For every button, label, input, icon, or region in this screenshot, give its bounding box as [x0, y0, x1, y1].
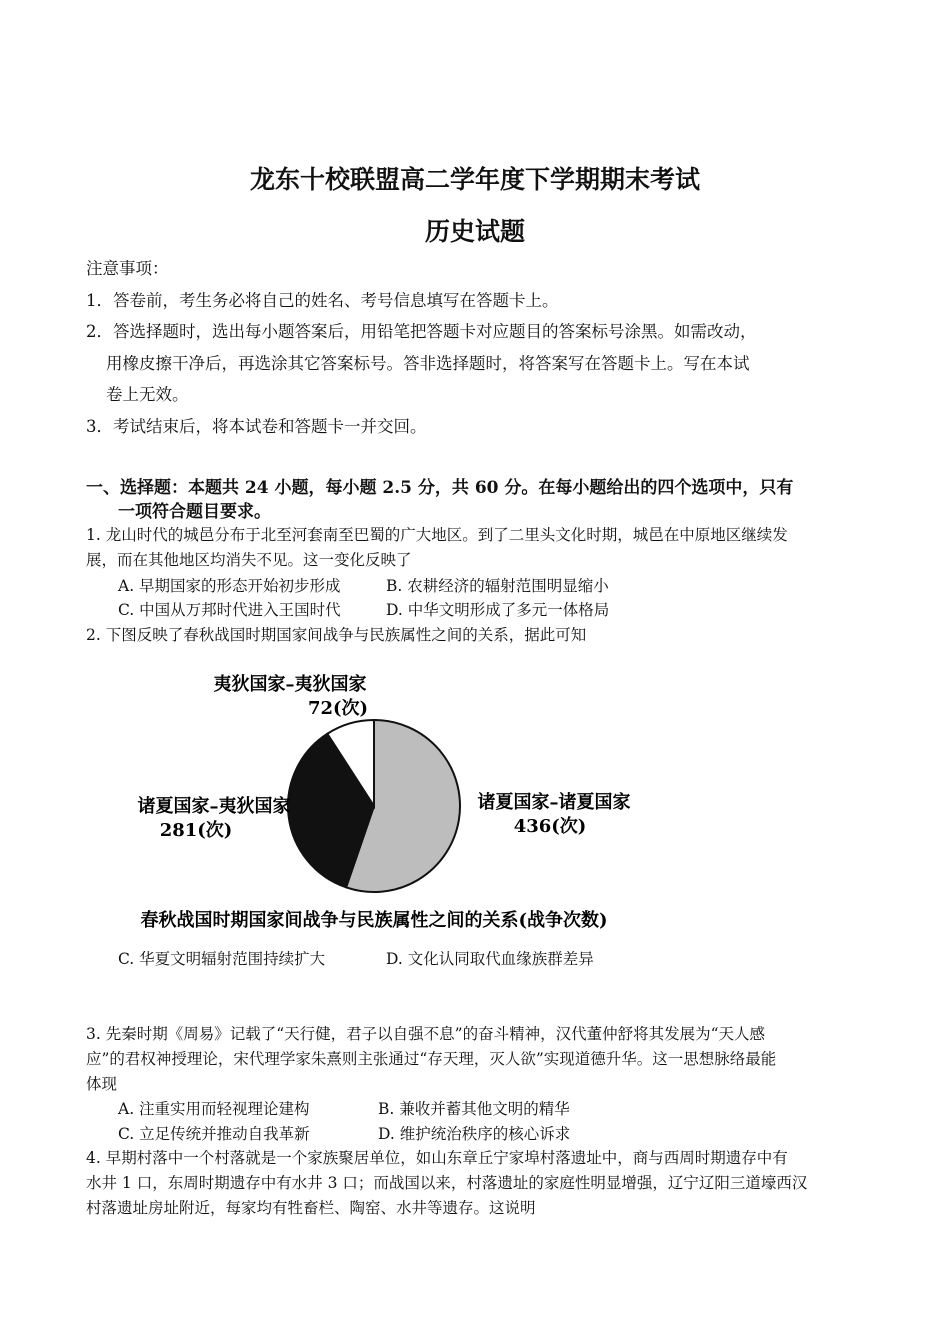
- q3-stem-cont2: 体现: [86, 1075, 118, 1093]
- q3-stem: 3. 先秦时期《周易》记载了“天行健，君子以自强不息”的奋斗精神，汉代董仲舒将其发展为“天人感: [86, 1025, 765, 1043]
- q1-stem-cont: 展，而在其他地区均消失不见。这一变化反映了: [86, 551, 412, 569]
- q3-option-c: C. 立足传统并推动自我革新: [118, 1125, 310, 1143]
- q4-stem-cont2: 村落遗址房址附近，每家均有牲畜栏、陶窑、水井等遗存。这说明: [86, 1199, 536, 1217]
- label-zhuxia-zhuxia: 诸夏国家–诸夏国家: [477, 792, 631, 813]
- notice-heading: 注意事项：: [86, 259, 169, 278]
- q3-stem-cont: 应”的君权神授理论，宋代理学家朱熹则主张通过“存天理，灭人欲”实现道德升华。这一思想脉络最能: [86, 1050, 777, 1068]
- label-zhuxia-yidi: 诸夏国家–夷狄国家: [137, 796, 291, 817]
- q4-stem-cont: 水井 1 口，东周时期遗存中有水井 3 口；而战国以来，村落遗址的家庭性明显增强，辽宁辽阳三道壕西汉: [86, 1174, 808, 1192]
- q2-stem: 2. 下图反映了春秋战国时期国家间战争与民族属性之间的关系，据此可知: [86, 626, 587, 644]
- notice-item-2-cont: 用橡皮擦干净后，再选涂其它答案标号。答非选择题时，将答案写在答题卡上。写在本试: [106, 354, 750, 373]
- q1-option-b: B. 农耕经济的辐射范围明显缩小: [386, 577, 609, 595]
- q1-option-c: C. 中国从万邦时代进入王国时代: [118, 601, 341, 619]
- notice-item-2-cont2: 卷上无效。: [106, 385, 189, 404]
- notice-item-2: 2．答选择题时，选出每小题答案后，用铅笔把答题卡对应题目的答案标号涂黑。如需改动，: [86, 322, 757, 341]
- q3-option-a: A. 注重实用而轻视理论建构: [118, 1100, 310, 1118]
- notice-item-3: 3．考试结束后，将本试卷和答题卡一并交回。: [86, 417, 427, 436]
- exam-subject: 历史试题: [424, 217, 525, 246]
- value-zhuxia-yidi: 281(次): [159, 820, 233, 841]
- notice-item-1: 1．答卷前，考生务必将自己的姓名、考号信息填写在答题卡上。: [86, 291, 559, 310]
- q2-option-d: D. 文化认同取代血缘族群差异: [386, 950, 594, 968]
- section-heading-cont: 一项符合题目要求。: [118, 502, 271, 522]
- q1-option-d: D. 中华文明形成了多元一体格局: [386, 601, 610, 619]
- q1-option-a: A. 早期国家的形态开始初步形成: [118, 577, 341, 595]
- section-heading: 一、选择题：本题共 24 小题，每小题 2.5 分，共 60 分。在每小题给出的四个选项中，只有: [86, 478, 794, 498]
- chart-title: 春秋战国时期国家间战争与民族属性之间的关系(战争次数): [140, 910, 608, 931]
- q2-option-c: C. 华夏文明辐射范围持续扩大: [118, 950, 326, 968]
- q3-option-b: B. 兼收并蓄其他文明的精华: [378, 1100, 570, 1118]
- q3-option-d: D. 维护统治秩序的核心诉求: [378, 1125, 571, 1143]
- exam-title: 龙东十校联盟高二学年度下学期期末考试: [249, 165, 700, 194]
- value-yidi-yidi: 72(次): [307, 698, 369, 719]
- label-yidi-yidi: 夷狄国家–夷狄国家: [213, 674, 367, 695]
- q1-stem: 1. 龙山时代的城邑分布于北至河套南至巴蜀的广大地区。到了二里头文化时期，城邑在中原地区继续发: [86, 526, 788, 544]
- q4-stem: 4. 早期村落中一个村落就是一个家族聚居单位，如山东章丘宁家埠村落遗址中，商与西周时期遗存中有: [86, 1149, 788, 1167]
- pie-chart: [110, 668, 650, 938]
- pie-chart-svg: [110, 668, 650, 938]
- value-zhuxia-zhuxia: 436(次): [513, 816, 587, 837]
